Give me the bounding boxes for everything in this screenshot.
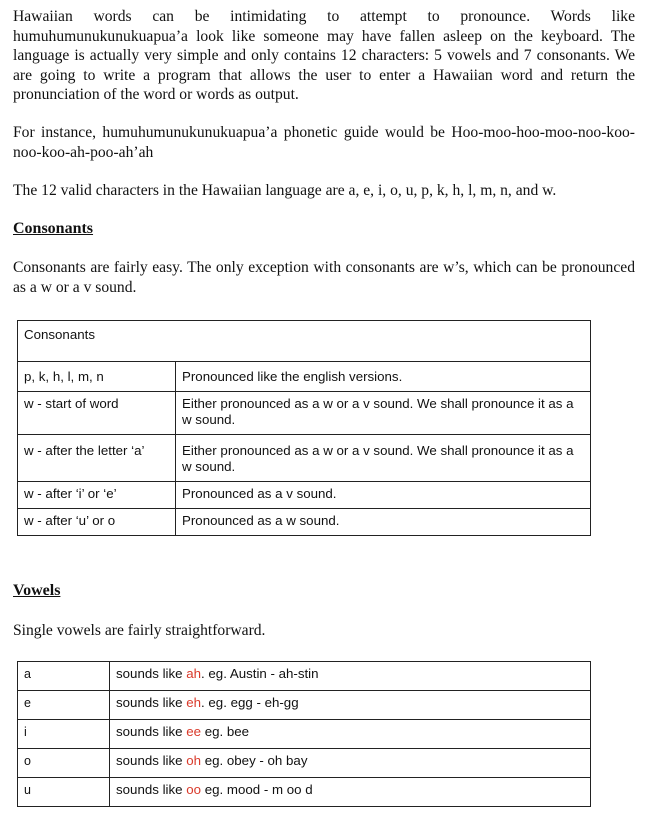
consonant-letter: w - after the letter ‘a’ [18, 435, 176, 482]
table-row [18, 662, 591, 691]
vowel-sound-prefix: sounds like [116, 695, 187, 710]
consonant-rule: Pronounced like the english versions. [176, 362, 591, 392]
consonant-rule: Either pronounced as a w or a v sound. We shall pronounce it as a w sound. [176, 435, 591, 482]
vowel-sound-example: eg. obey - oh bay [201, 753, 308, 768]
table-row [18, 435, 591, 482]
vowel-sound-prefix: sounds like [116, 782, 187, 797]
intro-paragraph-1: Hawaiian words can be intimidating to attempt to pronounce. Words like humuhumunukunukuapua’a look like someone may have fallen asleep on the keyboard. The language is actually very simple and only contains 12 characters: 5 vowels and 7 consonants. We are going to write a program that allows the user to enter a Hawaiian word and return the pronunciation of the word or words as output. [13, 8, 635, 103]
vowel-sound-prefix: sounds like [116, 666, 187, 681]
intro-paragraph-2: For instance, humuhumunukunukuapua’a phonetic guide would be Hoo-moo-hoo-moo-noo-koo-noo-koo-ah-poo-ah’ah [13, 124, 635, 161]
consonants-paragraph: Consonants are fairly easy. The only exception with consonants are w’s, which can be pronounced as a w or a v sound. [13, 259, 635, 296]
vowel-sound-example: . eg. egg - eh-gg [201, 695, 299, 710]
vowels-heading: Vowels [13, 582, 61, 599]
table-row [18, 509, 591, 536]
vowel-sound-highlight: ah [186, 666, 202, 681]
consonant-letter: p, k, h, l, m, n [18, 362, 176, 392]
vowel-sound [110, 662, 591, 691]
vowels-table [17, 661, 591, 807]
consonant-letter: w - after ‘u’ or o [18, 509, 176, 536]
consonants-table-header: Consonants [18, 321, 591, 362]
vowel-sound-example: . eg. Austin - ah-stin [201, 666, 319, 681]
vowel-sound-prefix: sounds like [116, 724, 187, 739]
intro-paragraph-3: The 12 valid characters in the Hawaiian language are a, e, i, o, u, p, k, h, l, m, n, and w. [13, 182, 557, 199]
table-row [18, 720, 591, 749]
vowel-letter: o [18, 749, 110, 778]
table-row [18, 392, 591, 435]
table-row [18, 482, 591, 509]
vowel-sound-highlight: oh [186, 753, 202, 768]
consonant-letter: w - start of word [18, 392, 176, 435]
vowel-letter: u [18, 778, 110, 807]
vowel-letter: e [18, 691, 110, 720]
vowel-sound-highlight: ee [186, 724, 202, 739]
table-row [18, 321, 591, 362]
vowels-paragraph: Single vowels are fairly straightforward. [13, 622, 266, 639]
vowel-sound-example: eg. bee [201, 724, 250, 739]
vowel-letter: a [18, 662, 110, 691]
vowel-sound [110, 720, 591, 749]
consonants-heading: Consonants [13, 220, 94, 237]
vowel-sound [110, 749, 591, 778]
vowel-sound-prefix: sounds like [116, 753, 187, 768]
table-row [18, 749, 591, 778]
consonants-table [17, 320, 591, 536]
table-row [18, 778, 591, 807]
consonant-rule: Pronounced as a w sound. [176, 509, 591, 536]
table-row [18, 362, 591, 392]
vowel-letter: i [18, 720, 110, 749]
consonant-letter: w - after ‘i’ or ‘e’ [18, 482, 176, 509]
vowel-sound [110, 778, 591, 807]
vowel-sound-highlight: eh [186, 695, 202, 710]
table-row [18, 691, 591, 720]
consonant-rule: Pronounced as a v sound. [176, 482, 591, 509]
vowel-sound-highlight: oo [186, 782, 202, 797]
vowel-sound [110, 691, 591, 720]
consonant-rule: Either pronounced as a w or a v sound. We shall pronounce it as a w sound. [176, 392, 591, 435]
vowel-sound-example: eg. mood - m oo d [201, 782, 313, 797]
